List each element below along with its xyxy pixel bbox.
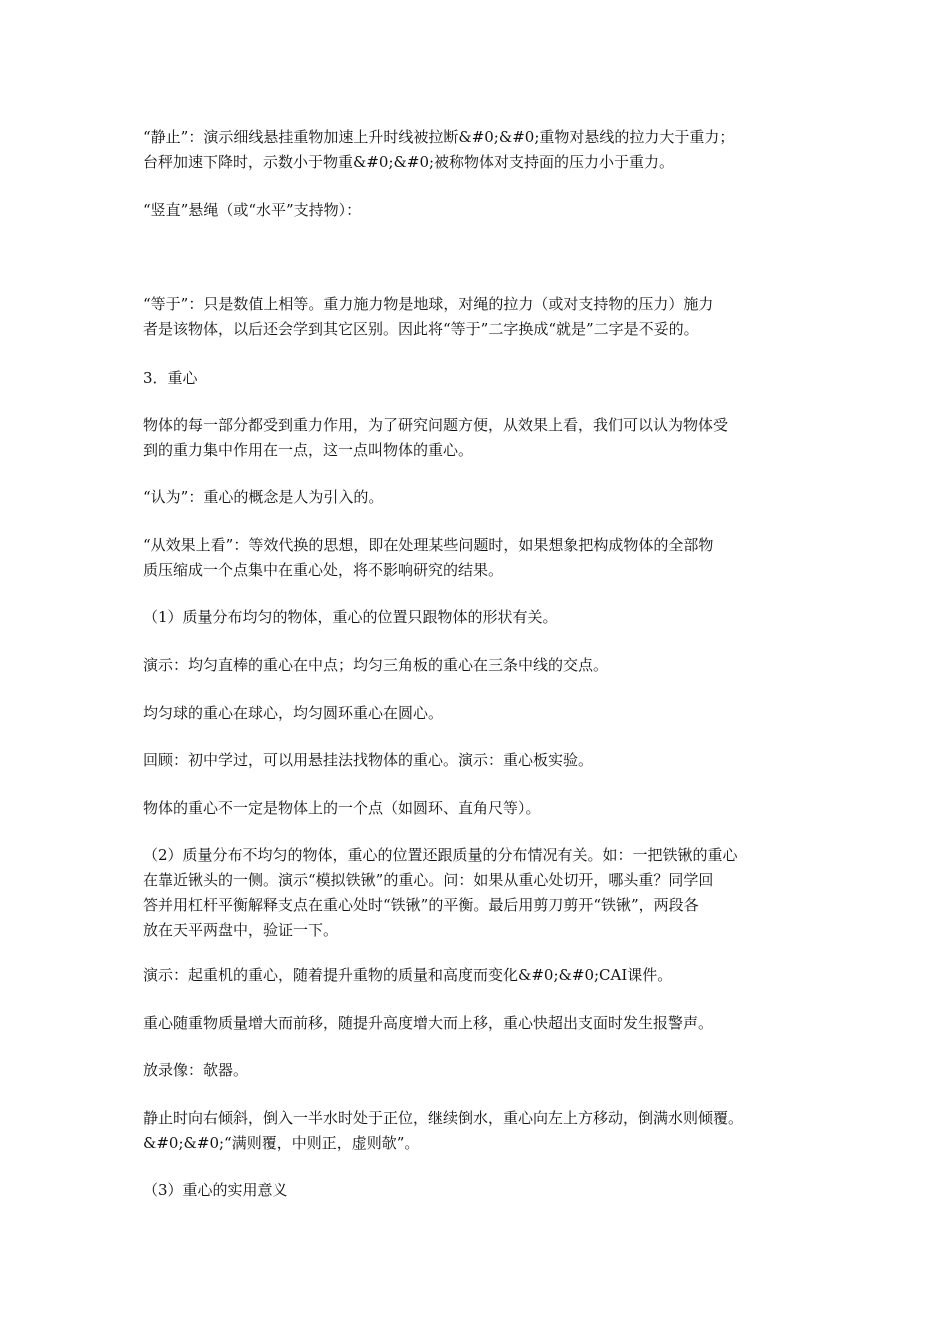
paragraph-demo-1	[143, 653, 815, 678]
paragraph-item-2	[143, 843, 815, 943]
text-line: 物体的每一部分都受到重力作用，为了研究问题方便，从效果上看，我们可以认为物体受	[143, 416, 729, 434]
paragraph-demo-crane	[143, 963, 815, 988]
text-line: 演示：均匀直棒的重心在中点；均匀三角板的重心在三条中线的交点。	[143, 656, 609, 674]
text-line: 放在天平两盘中，验证一下。	[143, 921, 339, 939]
paragraph-jingzhi	[143, 125, 815, 175]
paragraph-review	[143, 748, 815, 773]
paragraph-note	[143, 796, 815, 821]
paragraph-crane-detail	[143, 1011, 815, 1036]
text-line: 答并用杠杆平衡解释支点在重心处时“铁锹”的平衡。最后用剪刀剪开“铁锹”，两段各	[143, 896, 699, 914]
paragraph-xiaoguo	[143, 533, 815, 583]
text-line: “竖直”悬绳（或“水平”支持物）：	[143, 201, 362, 219]
text-line: 静止时向右倾斜，倒入一半水时处于正位，继续倒水，重心向左上方移动，倒满水则倾覆。	[143, 1109, 744, 1127]
text-line: 在靠近锹头的一侧。演示“模拟铁锹”的重心。问：如果从重心处切开，哪头重？同学回	[143, 871, 714, 889]
text-line: 重心随重物质量增大而前移，随提升高度增大而上移，重心快超出支面时发生报警声。	[143, 1014, 714, 1032]
text-line: （2）质量分布不均匀的物体，重心的位置还跟质量的分布情况有关。如：一把铁锹的重心	[143, 846, 738, 864]
text-line: 物体的重心不一定是物体上的一个点（如圆环、直角尺等）。	[143, 799, 541, 817]
section-heading-zhongxin	[143, 366, 815, 391]
paragraph-renwei	[143, 485, 815, 510]
text-line: “从效果上看”：等效代换的思想，即在处理某些问题时，如果想象把构成物体的全部物	[143, 536, 714, 554]
text-line: “认为”：重心的概念是人为引入的。	[143, 488, 384, 506]
paragraph-dengyu	[143, 292, 815, 342]
text-line: （3）重心的实用意义	[143, 1181, 288, 1199]
paragraph-video	[143, 1058, 815, 1083]
paragraph-item-3	[143, 1178, 815, 1203]
paragraph-ball	[143, 701, 815, 726]
text-line: 回顾：初中学过，可以用悬挂法找物体的重心。演示：重心板实验。	[143, 751, 594, 769]
text-line: 均匀球的重心在球心，均匀圆环重心在圆心。	[143, 704, 444, 722]
paragraph-qiqi	[143, 1106, 815, 1156]
text-line: &#0;&#0;“满则覆，中则正，虚则欹”。	[143, 1134, 420, 1152]
text-line: 台秤加速下降时，示数小于物重&#0;&#0;被称物体对支持面的压力小于重力。	[143, 153, 675, 171]
paragraph-item-1	[143, 605, 815, 630]
text-line: （1）质量分布均匀的物体，重心的位置只跟物体的形状有关。	[143, 608, 558, 626]
text-line: 演示：起重机的重心，随着提升重物的质量和高度而变化&#0;&#0;CAI课件。	[143, 966, 673, 984]
text-line: 质压缩成一个点集中在重心处，将不影响研究的结果。	[143, 561, 504, 579]
paragraph-definition	[143, 413, 815, 463]
text-line: 放录像：欹器。	[143, 1061, 249, 1079]
text-line: 到的重力集中作用在一点，这一点叫物体的重心。	[143, 441, 474, 459]
paragraph-shuzhi	[143, 198, 815, 223]
text-line: 者是该物体，以后还会学到其它区别。因此将“等于”二字换成“就是”二字是不妥的。	[143, 320, 699, 338]
text-line: 3．重心	[143, 369, 198, 387]
text-line: “静止”：演示细线悬挂重物加速上升时线被拉断&#0;&#0;重物对悬线的拉力大于重力；	[143, 128, 735, 146]
text-line: “等于”：只是数值上相等。重力施力物是地球，对绳的拉力（或对支持物的压力）施力	[143, 295, 714, 313]
